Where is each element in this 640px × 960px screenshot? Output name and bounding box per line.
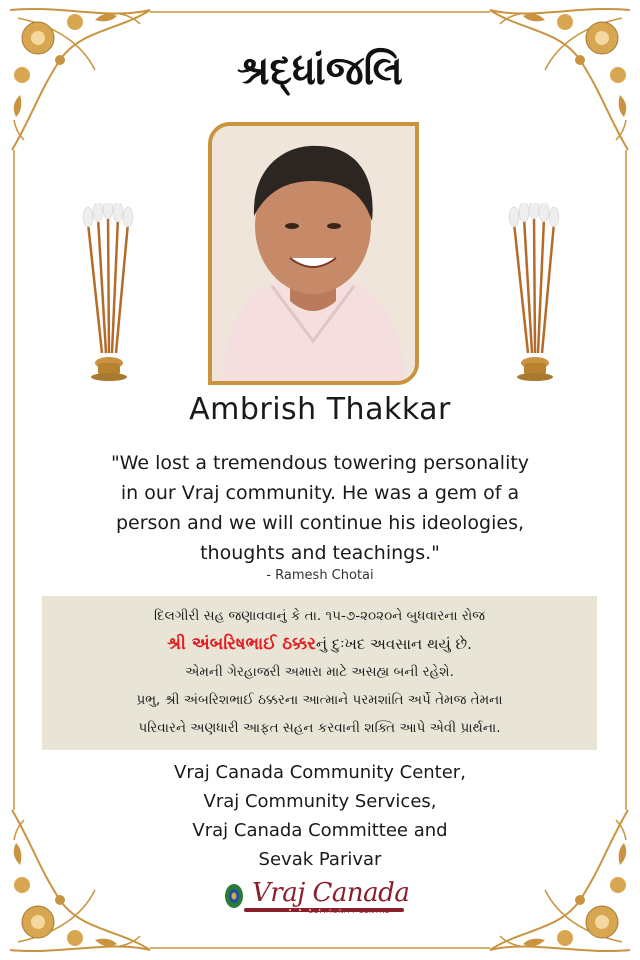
vraj-canada-logo (220, 878, 410, 920)
organization-name: Sevak Parivar (258, 849, 382, 870)
quote-attribution: - Ramesh Chotai (266, 568, 374, 583)
notice-line-5: પરિવારને અણધારી આફત સહન કરવાની શક્તિ આપે એવી પ્રાર્થના. (138, 720, 501, 736)
notice-line-4: પ્રભુ, શ્રી અંબરિશભાઈ ઠક્કરના આત્માને પરમશાંતિ અર્પે તેમજ તેમના (136, 692, 503, 708)
tribute-quote (100, 448, 540, 568)
logo-subtitle: COMMUNITY CENTRE (308, 907, 390, 915)
notice-line-2-rest: નું દુઃખદ અવસાન થયું છે. (315, 635, 472, 653)
organization-name: Vraj Canada Committee and (192, 820, 448, 841)
organization-name: Vraj Community Services, (203, 791, 437, 812)
portrait-photo (208, 122, 419, 385)
notice-line-3: એમની ગેરહાજરી અમારા માટે અસહ્ય બની રહેશે. (185, 664, 454, 680)
page-title: શ્રદ્ધાંજલિ (237, 48, 403, 94)
organization-name: Vraj Canada Community Center, (174, 762, 466, 783)
quote-line: thoughts and teachings." (200, 542, 440, 564)
notice-line-2 (42, 630, 597, 658)
incense-sticks-right-icon (500, 203, 570, 387)
organizations-list (0, 758, 640, 874)
notice-line-1: દિલગીરી સહ જણાવવાનું કે તા. ૧૫-૭-૨૦૨૦ને બુધવારના રોજ (154, 608, 485, 624)
quote-line: person and we will continue his ideologies, (115, 512, 525, 534)
quote-line: "We lost a tremendous towering personality (110, 452, 530, 474)
logo-brand-text: Vraj Canada (252, 878, 410, 908)
person-name: Ambrish Thakkar (189, 392, 451, 427)
notice-highlight-name: શ્રી અંબરિષભાઈ ઠક્કર (167, 634, 316, 654)
incense-sticks-left-icon (74, 203, 144, 387)
condolence-notice (42, 596, 597, 750)
quote-line: in our Vraj community. He was a gem of a (120, 482, 520, 504)
